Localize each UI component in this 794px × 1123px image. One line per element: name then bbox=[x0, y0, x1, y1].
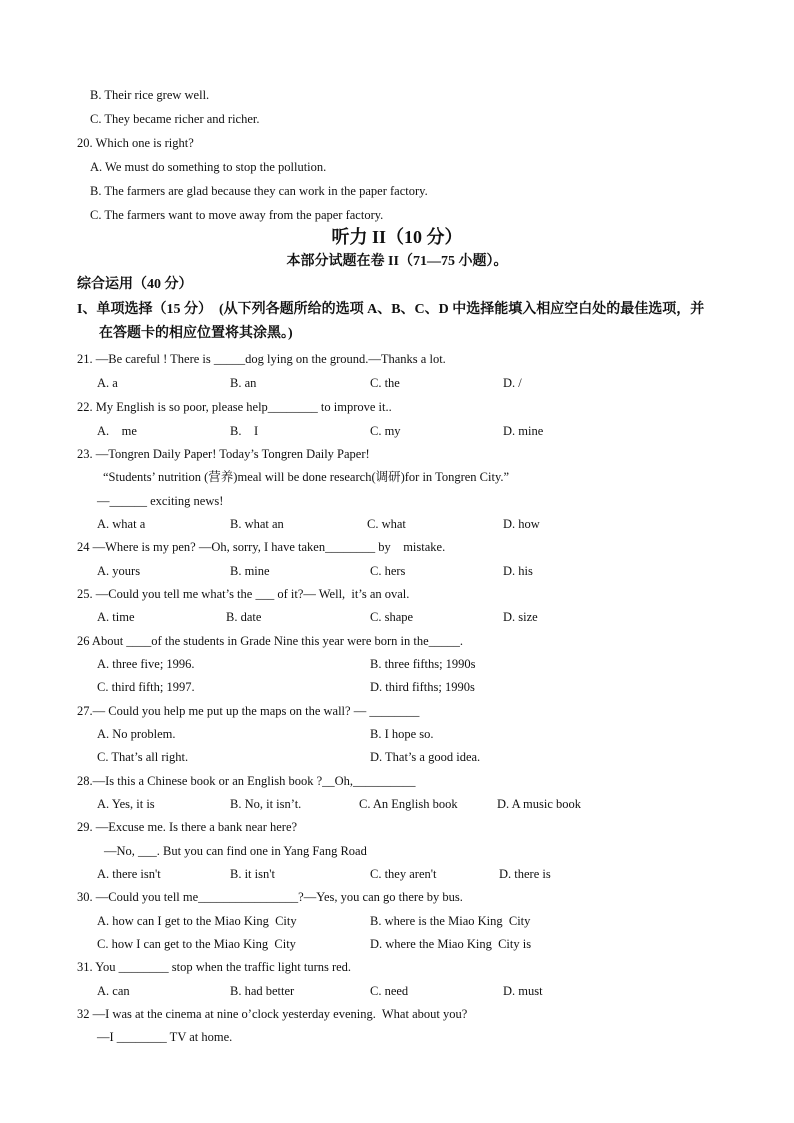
q30-stem: 30. —Could you tell me________________?—Yes, you can go there by bus. bbox=[77, 890, 463, 904]
q22-option-c: C. my bbox=[370, 424, 401, 438]
q29-option-a: A. there isn't bbox=[97, 867, 161, 881]
q27-option-d: D. That’s a good idea. bbox=[370, 750, 481, 764]
q28-stem: 28.—Is this a Chinese book or an English book ?__Oh,__________ bbox=[77, 774, 416, 788]
q29-stem: 29. —Excuse me. Is there a bank near here? bbox=[77, 820, 298, 834]
q23-line3: —______ exciting news! bbox=[97, 494, 224, 508]
q28-option-d: D. A music book bbox=[497, 797, 582, 811]
q19-option-c: C. They became richer and richer. bbox=[90, 112, 260, 126]
q24-option-a: A. yours bbox=[97, 564, 141, 578]
q28-option-c: C. An English book bbox=[359, 797, 458, 811]
q21-option-c: C. the bbox=[370, 376, 400, 390]
q20-option-b: B. The farmers are glad because they can work in the paper factory. bbox=[90, 184, 428, 198]
q25-option-c: C. shape bbox=[370, 610, 414, 624]
q26-option-c: C. third fifth; 1997. bbox=[97, 680, 195, 694]
q25-option-b: B. date bbox=[226, 610, 262, 624]
q29-option-b: B. it isn't bbox=[230, 867, 275, 881]
q27-option-c: C. That’s all right. bbox=[97, 750, 189, 764]
q31-stem: 31. You ________ stop when the traffic light turns red. bbox=[77, 960, 352, 974]
q20-stem: 20. Which one is right? bbox=[77, 136, 194, 150]
q23-stem: 23. —Tongren Daily Paper! Today’s Tongren Daily Paper! bbox=[77, 447, 370, 461]
q26-option-a: A. three five; 1996. bbox=[97, 657, 195, 671]
q23-option-d: D. how bbox=[503, 517, 540, 531]
listening-ii-title: 听力 II（10 分） bbox=[331, 227, 463, 247]
q31-option-c: C. need bbox=[370, 984, 409, 998]
q30-option-a: A. how can I get to the Miao King City bbox=[97, 914, 297, 928]
q26-option-d: D. third fifths; 1990s bbox=[370, 680, 475, 694]
q28-option-a: A. Yes, it is bbox=[97, 797, 155, 811]
q32-line2: —I ________ TV at home. bbox=[97, 1030, 233, 1044]
q26-option-b: B. three fifths; 1990s bbox=[370, 657, 476, 671]
q19-option-b: B. Their rice grew well. bbox=[90, 88, 210, 102]
listening-ii-note: 本部分试题在卷 II（71—75 小题）。 bbox=[286, 254, 508, 269]
q31-option-b: B. had better bbox=[230, 984, 295, 998]
q27-option-a: A. No problem. bbox=[97, 727, 176, 741]
q29-option-d: D. there is bbox=[499, 867, 551, 881]
part1-instruction-line2: 在答题卡的相应位置将其涂黑。) bbox=[99, 326, 293, 341]
q23-option-c: C. what bbox=[367, 517, 406, 531]
q25-option-d: D. size bbox=[503, 610, 538, 624]
q25-option-a: A. time bbox=[97, 610, 135, 624]
q29-option-c: C. they aren't bbox=[370, 867, 437, 881]
part1-instruction-line1: I、单项选择（15 分） (从下列各题所给的选项 A、B、C、D 中选择能填入相应空白处的最佳选项，并 bbox=[77, 302, 705, 317]
q31-option-d: D. must bbox=[503, 984, 543, 998]
q20-option-c: C. The farmers want to move away from the paper factory. bbox=[90, 208, 384, 222]
q21-option-d: D. / bbox=[503, 376, 522, 390]
q29-line2: —No, ___. But you can find one in Yang Fang Road bbox=[104, 844, 367, 858]
q25-stem: 25. —Could you tell me what’s the ___ of it?— Well, it’s an oval. bbox=[77, 587, 410, 601]
q21-option-b: B. an bbox=[230, 376, 257, 390]
q24-stem: 24 —Where is my pen? —Oh, sorry, I have taken________ by mistake. bbox=[77, 540, 446, 554]
q24-option-d: D. his bbox=[503, 564, 533, 578]
q20-option-a: A. We must do something to stop the pollution. bbox=[90, 160, 327, 174]
q22-option-b: B. I bbox=[230, 424, 259, 438]
q27-option-b: B. I hope so. bbox=[370, 727, 434, 741]
q30-option-d: D. where the Miao King City is bbox=[370, 937, 532, 951]
q32-stem: 32 —I was at the cinema at nine o’clock yesterday evening. What about you? bbox=[77, 1007, 468, 1021]
q30-option-c: C. how I can get to the Miao King City bbox=[97, 937, 296, 951]
q24-option-b: B. mine bbox=[230, 564, 270, 578]
section-title: 综合运用（40 分） bbox=[77, 277, 193, 292]
q23-line2: “Students’ nutrition (营养)meal will be done research(调研)for in Tongren City.” bbox=[103, 470, 510, 484]
q22-option-a: A. me bbox=[97, 424, 137, 438]
q21-option-a: A. a bbox=[97, 376, 118, 390]
q24-option-c: C. hers bbox=[370, 564, 406, 578]
q26-stem: 26 About ____of the students in Grade Nine this year were born in the_____. bbox=[77, 634, 464, 648]
q23-option-a: A. what a bbox=[97, 517, 146, 531]
q27-stem: 27.— Could you help me put up the maps on the wall? — ________ bbox=[77, 704, 420, 718]
q31-option-a: A. can bbox=[97, 984, 130, 998]
q28-option-b: B. No, it isn’t. bbox=[230, 797, 302, 811]
q23-option-b: B. what an bbox=[230, 517, 284, 531]
q22-option-d: D. mine bbox=[503, 424, 544, 438]
q21-stem: 21. —Be careful ! There is _____dog lying on the ground.—Thanks a lot. bbox=[77, 352, 446, 366]
q30-option-b: B. where is the Miao King City bbox=[370, 914, 531, 928]
q22-stem: 22. My English is so poor, please help________ to improve it.. bbox=[77, 400, 392, 414]
